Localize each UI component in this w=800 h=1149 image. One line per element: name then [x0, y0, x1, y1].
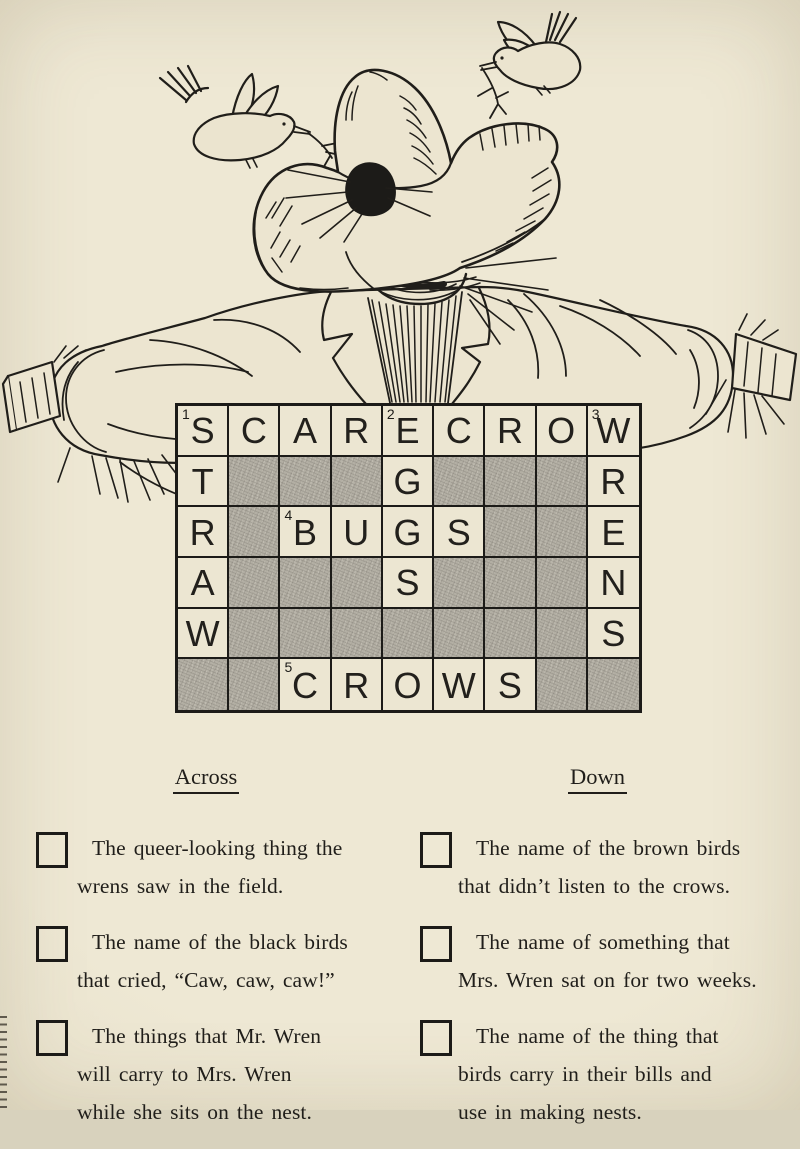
cell-letter: S [446, 511, 471, 553]
blocked-cell [485, 457, 536, 508]
cell-letter: O [547, 410, 576, 452]
cell-letter: W [441, 664, 476, 706]
blocked-cell [332, 457, 383, 508]
blocked-cell [229, 457, 280, 508]
letter-cell[interactable] [280, 659, 331, 710]
page-binding-marks [0, 1016, 7, 1110]
blocked-cell [280, 609, 331, 660]
cell-letter: G [393, 460, 422, 502]
clue-text [77, 829, 376, 905]
clue-line: The name of the thing that [476, 1024, 719, 1048]
cell-letter: G [393, 511, 422, 553]
blocked-cell [588, 659, 639, 710]
letter-cell[interactable] [332, 659, 383, 710]
cell-letter: C [292, 664, 319, 706]
letter-cell[interactable] [588, 507, 639, 558]
letter-cell[interactable] [229, 406, 280, 457]
clue-line: The queer-looking thing the [92, 836, 343, 860]
clue-line: that cried, “Caw, caw, caw!” [77, 968, 335, 992]
letter-cell[interactable] [280, 406, 331, 457]
clue-number: 4 [284, 507, 293, 524]
blocked-cell [537, 558, 588, 609]
blocked-cell [434, 558, 485, 609]
clue-number: 5 [284, 659, 293, 676]
down-header [420, 762, 775, 791]
clue-line: Mrs. Wren sat on for two weeks. [458, 968, 757, 992]
blocked-cell [229, 558, 280, 609]
cell-letter: E [395, 410, 420, 452]
down-list [420, 829, 775, 1131]
letter-cell[interactable] [588, 609, 639, 660]
blocked-cell [485, 507, 536, 558]
blocked-cell [280, 457, 331, 508]
blocked-cell [229, 507, 280, 558]
clue-line: The name of the black birds [92, 930, 348, 954]
cell-letter: R [343, 410, 370, 452]
cell-letter: R [496, 410, 523, 452]
letter-cell[interactable] [178, 406, 229, 457]
answer-number-box[interactable] [36, 1020, 68, 1056]
letter-cell[interactable] [178, 457, 229, 508]
letter-cell[interactable] [383, 457, 434, 508]
answer-number-box[interactable] [420, 1020, 452, 1056]
cell-letter: S [395, 562, 420, 604]
blocked-cell [229, 609, 280, 660]
clue-item [420, 923, 775, 999]
blocked-cell [178, 659, 229, 710]
answer-number-box[interactable] [420, 926, 452, 962]
clue-line: use in making nests. [458, 1100, 642, 1124]
clue-item [36, 923, 376, 999]
clue-text [458, 923, 775, 999]
letter-cell[interactable] [588, 457, 639, 508]
letter-cell[interactable] [280, 507, 331, 558]
blocked-cell [229, 659, 280, 710]
clue-text [458, 1017, 775, 1131]
blocked-cell [332, 558, 383, 609]
clue-line: that didn’t listen to the crows. [458, 874, 731, 898]
letter-cell[interactable] [332, 507, 383, 558]
letter-cell[interactable] [332, 406, 383, 457]
letter-cell[interactable] [588, 558, 639, 609]
letter-cell[interactable] [434, 659, 485, 710]
across-list [36, 829, 376, 1131]
cell-letter: C [445, 410, 472, 452]
answer-number-box[interactable] [36, 926, 68, 962]
letter-cell[interactable] [178, 558, 229, 609]
cell-letter: U [343, 511, 370, 553]
letter-cell[interactable] [537, 406, 588, 457]
cell-letter: E [601, 511, 626, 553]
cell-letter: W [596, 410, 631, 452]
clue-line: while she sits on the nest. [77, 1100, 312, 1124]
cell-letter: O [393, 664, 422, 706]
cell-letter: W [185, 612, 220, 654]
clue-item [420, 829, 775, 905]
cell-letter: R [189, 511, 216, 553]
cell-letter: S [190, 410, 215, 452]
bird-right-icon [478, 12, 580, 118]
letter-cell[interactable] [178, 609, 229, 660]
clue-line: The things that Mr. Wren [92, 1024, 322, 1048]
letter-cell[interactable] [383, 558, 434, 609]
clue-text [77, 1017, 376, 1131]
across-header-label: Across [173, 764, 240, 794]
clue-text [458, 829, 775, 905]
blocked-cell [537, 659, 588, 710]
clue-line: The name of the brown birds [476, 836, 741, 860]
clue-item [420, 1017, 775, 1131]
cell-letter: S [601, 612, 626, 654]
answer-number-box[interactable] [36, 832, 68, 868]
letter-cell[interactable] [383, 507, 434, 558]
letter-cell[interactable] [178, 507, 229, 558]
blocked-cell [537, 457, 588, 508]
cell-letter: T [191, 460, 214, 502]
letter-cell[interactable] [383, 406, 434, 457]
blocked-cell [280, 558, 331, 609]
clue-line: birds carry in their bills and [458, 1062, 712, 1086]
blocked-cell [485, 558, 536, 609]
letter-cell[interactable] [434, 406, 485, 457]
letter-cell[interactable] [485, 406, 536, 457]
blocked-cell [332, 609, 383, 660]
letter-cell[interactable] [485, 659, 536, 710]
cell-letter: B [293, 511, 318, 553]
clue-line: will carry to Mrs. Wren [77, 1062, 292, 1086]
clue-text [77, 923, 376, 999]
down-header-label: Down [568, 764, 627, 794]
blocked-cell [434, 457, 485, 508]
cell-letter: A [293, 410, 318, 452]
across-header [36, 762, 376, 791]
pole-right [732, 334, 796, 400]
crossword-grid [175, 403, 642, 713]
letter-cell[interactable] [588, 406, 639, 457]
cell-letter: R [343, 664, 370, 706]
cell-letter: S [497, 664, 522, 706]
blocked-cell [485, 609, 536, 660]
cell-letter: C [240, 410, 267, 452]
bird-left-icon [160, 66, 344, 170]
clue-number: 2 [386, 406, 395, 422]
pole-left [3, 362, 60, 432]
blocked-cell [383, 609, 434, 660]
clue-line: wrens saw in the field. [77, 874, 284, 898]
clue-item [36, 829, 376, 905]
scarecrow-hat [254, 70, 560, 292]
clue-number: 1 [182, 406, 190, 422]
down-section [420, 762, 775, 1149]
across-section [36, 762, 376, 1149]
blocked-cell [537, 507, 588, 558]
cell-letter: R [600, 460, 627, 502]
clue-item [36, 1017, 376, 1131]
cell-letter: A [190, 562, 215, 604]
letter-cell[interactable] [434, 507, 485, 558]
cell-letter: N [600, 562, 627, 604]
blocked-cell [537, 609, 588, 660]
letter-cell[interactable] [383, 659, 434, 710]
answer-number-box[interactable] [420, 832, 452, 868]
clue-number: 3 [591, 406, 600, 422]
blocked-cell [434, 609, 485, 660]
clue-line: The name of something that [476, 930, 730, 954]
